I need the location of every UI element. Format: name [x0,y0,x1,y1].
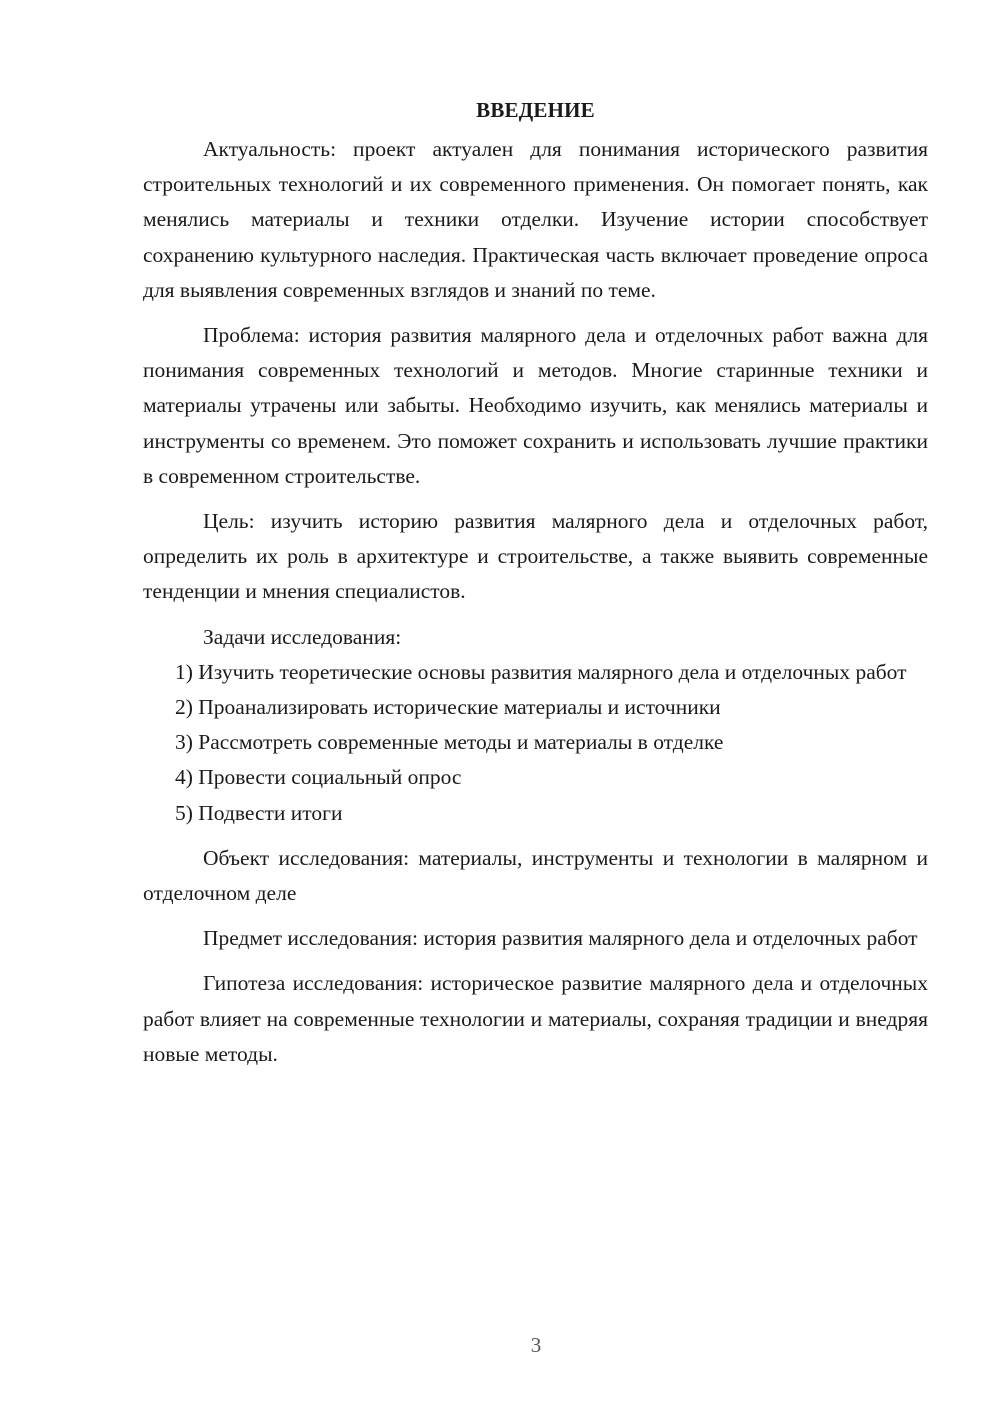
hypothesis-paragraph: Гипотеза исследования: историческое развитие малярного дела и отделочных работ влияет на современные технологии и материалы, сохраняя традиции и внедряя новые методы. [143,971,928,1066]
list-item: 3) Рассмотреть современные методы и материалы в отделке [175,730,724,755]
tasks-heading: Задачи исследования: [203,624,402,649]
section-heading: ВВЕДЕНИЕ [476,98,595,122]
relevance-paragraph: Актуальность: проект актуален для понимания исторического развития строительных технологий и их современного применения. Он помогает понять, как менялись материалы и техники отделки. Изучение истории способствует сохранению культурного наследия. Практическая часть включает проведение опроса для выявления современных взглядов и знаний по теме. [143,137,928,302]
tasks-list [143,655,928,831]
object-paragraph: Объект исследования: материалы, инструменты и технологии в малярном и отделочном деле [143,845,928,906]
list-item: 2) Проанализировать исторические материалы и источники [175,695,721,720]
list-item: 1) Изучить теоретические основы развития малярного дела и отделочных работ [175,659,907,684]
document-page [143,92,928,1072]
list-item: 4) Провести социальный опрос [175,765,462,790]
list-item: 5) Подвести итоги [175,800,343,825]
problem-paragraph: Проблема: история развития малярного дела и отделочных работ важна для понимания современных технологий и методов. Многие старинные техники и материалы утрачены или забыты. Необходимо изучить, как менялись материалы и инструменты со временем. Это поможет сохранить и использовать лучшие практики в современном строительстве. [143,323,928,488]
subject-paragraph: Предмет исследования: история развития малярного дела и отделочных работ [203,926,918,951]
goal-paragraph: Цель: изучить историю развития малярного дела и отделочных работ, определить их роль в архитектуре и строительстве, а также выявить современные тенденции и мнения специалистов. [143,509,928,604]
page-number: 3 [530,1333,542,1357]
